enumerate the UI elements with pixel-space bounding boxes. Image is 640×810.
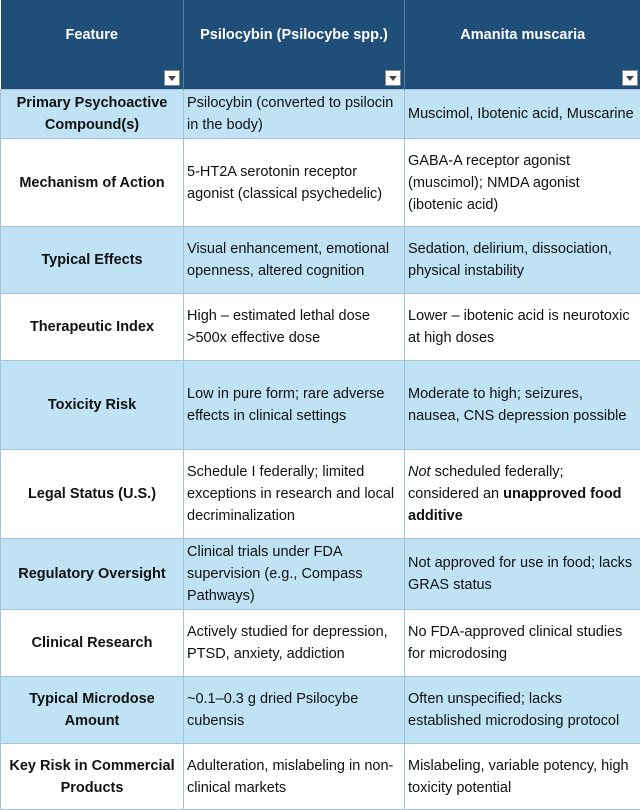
psilocybin-cell: Adulteration, mislabeling in non-clinical markets [184, 744, 405, 810]
feature-cell: Typical Microdose Amount [1, 677, 184, 744]
header-amanita [405, 0, 640, 90]
psilocybin-cell: Psilocybin (converted to psilocin in the body) [184, 90, 405, 139]
table-row [1, 744, 640, 810]
table-row [1, 450, 640, 539]
header-psilocybin [184, 0, 405, 90]
psilocybin-cell: 5-HT2A serotonin receptor agonist (classical psychedelic) [184, 139, 405, 227]
header-feature-label: Feature [5, 27, 180, 43]
table-row [1, 677, 640, 744]
header-psilocybin-label: Psilocybin (Psilocybe spp.) [188, 27, 400, 43]
filter-dropdown-button-amanita[interactable] [622, 70, 638, 86]
amanita-cell: Sedation, delirium, dissociation, physical instability [405, 227, 640, 294]
amanita-cell: GABA-A receptor agonist (muscimol); NMDA agonist (ibotenic acid) [405, 139, 640, 227]
psilocybin-cell: Clinical trials under FDA supervision (e.g., Compass Pathways) [184, 539, 405, 610]
psilocybin-cell: Low in pure form; rare adverse effects in clinical settings [184, 361, 405, 450]
psilocybin-cell: ~0.1–0.3 g dried Psilocybe cubensis [184, 677, 405, 744]
dropdown-arrow-icon [389, 76, 397, 81]
amanita-cell [405, 450, 640, 539]
feature-cell: Regulatory Oversight [1, 539, 184, 610]
header-row [1, 0, 640, 90]
feature-cell: Key Risk in Commercial Products [1, 744, 184, 810]
feature-cell: Mechanism of Action [1, 139, 184, 227]
feature-cell: Clinical Research [1, 610, 184, 677]
table-row [1, 610, 640, 677]
feature-cell: Therapeutic Index [1, 294, 184, 361]
unapproved-food-additive-bold: unapproved food additive [408, 486, 622, 524]
table-row [1, 139, 640, 227]
amanita-cell: Moderate to high; seizures, nausea, CNS depression possible [405, 361, 640, 450]
amanita-cell: Lower – ibotenic acid is neurotoxic at high doses [405, 294, 640, 361]
amanita-cell: No FDA-approved clinical studies for microdosing [405, 610, 640, 677]
amanita-cell: Not approved for use in food; lacks GRAS status [405, 539, 640, 610]
filter-dropdown-button-psilocybin[interactable] [385, 70, 401, 86]
feature-cell: Toxicity Risk [1, 361, 184, 450]
feature-cell: Legal Status (U.S.) [1, 450, 184, 539]
header-feature [1, 0, 184, 90]
psilocybin-cell: Schedule I federally; limited exceptions in research and local decriminalization [184, 450, 405, 539]
table-row [1, 90, 640, 139]
amanita-cell: Often unspecified; lacks established microdosing protocol [405, 677, 640, 744]
table-row [1, 227, 640, 294]
header-amanita-label: Amanita muscaria [409, 27, 637, 43]
dropdown-arrow-icon [168, 76, 176, 81]
psilocybin-cell: High – estimated lethal dose >500x effective dose [184, 294, 405, 361]
amanita-cell: Muscimol, Ibotenic acid, Muscarine [405, 90, 640, 139]
dropdown-arrow-icon [626, 76, 634, 81]
table-row [1, 539, 640, 610]
psilocybin-cell: Visual enhancement, emotional openness, altered cognition [184, 227, 405, 294]
filter-dropdown-button-feature[interactable] [164, 70, 180, 86]
table-row [1, 294, 640, 361]
legal-status-text: scheduled federally; considered an [408, 464, 564, 502]
amanita-cell: Mislabeling, variable potency, high toxicity potential [405, 744, 640, 810]
feature-cell: Primary Psychoactive Compound(s) [1, 90, 184, 139]
feature-cell: Typical Effects [1, 227, 184, 294]
not-emphasis: Not [408, 464, 431, 480]
psilocybin-cell: Actively studied for depression, PTSD, anxiety, addiction [184, 610, 405, 677]
table-row [1, 361, 640, 450]
